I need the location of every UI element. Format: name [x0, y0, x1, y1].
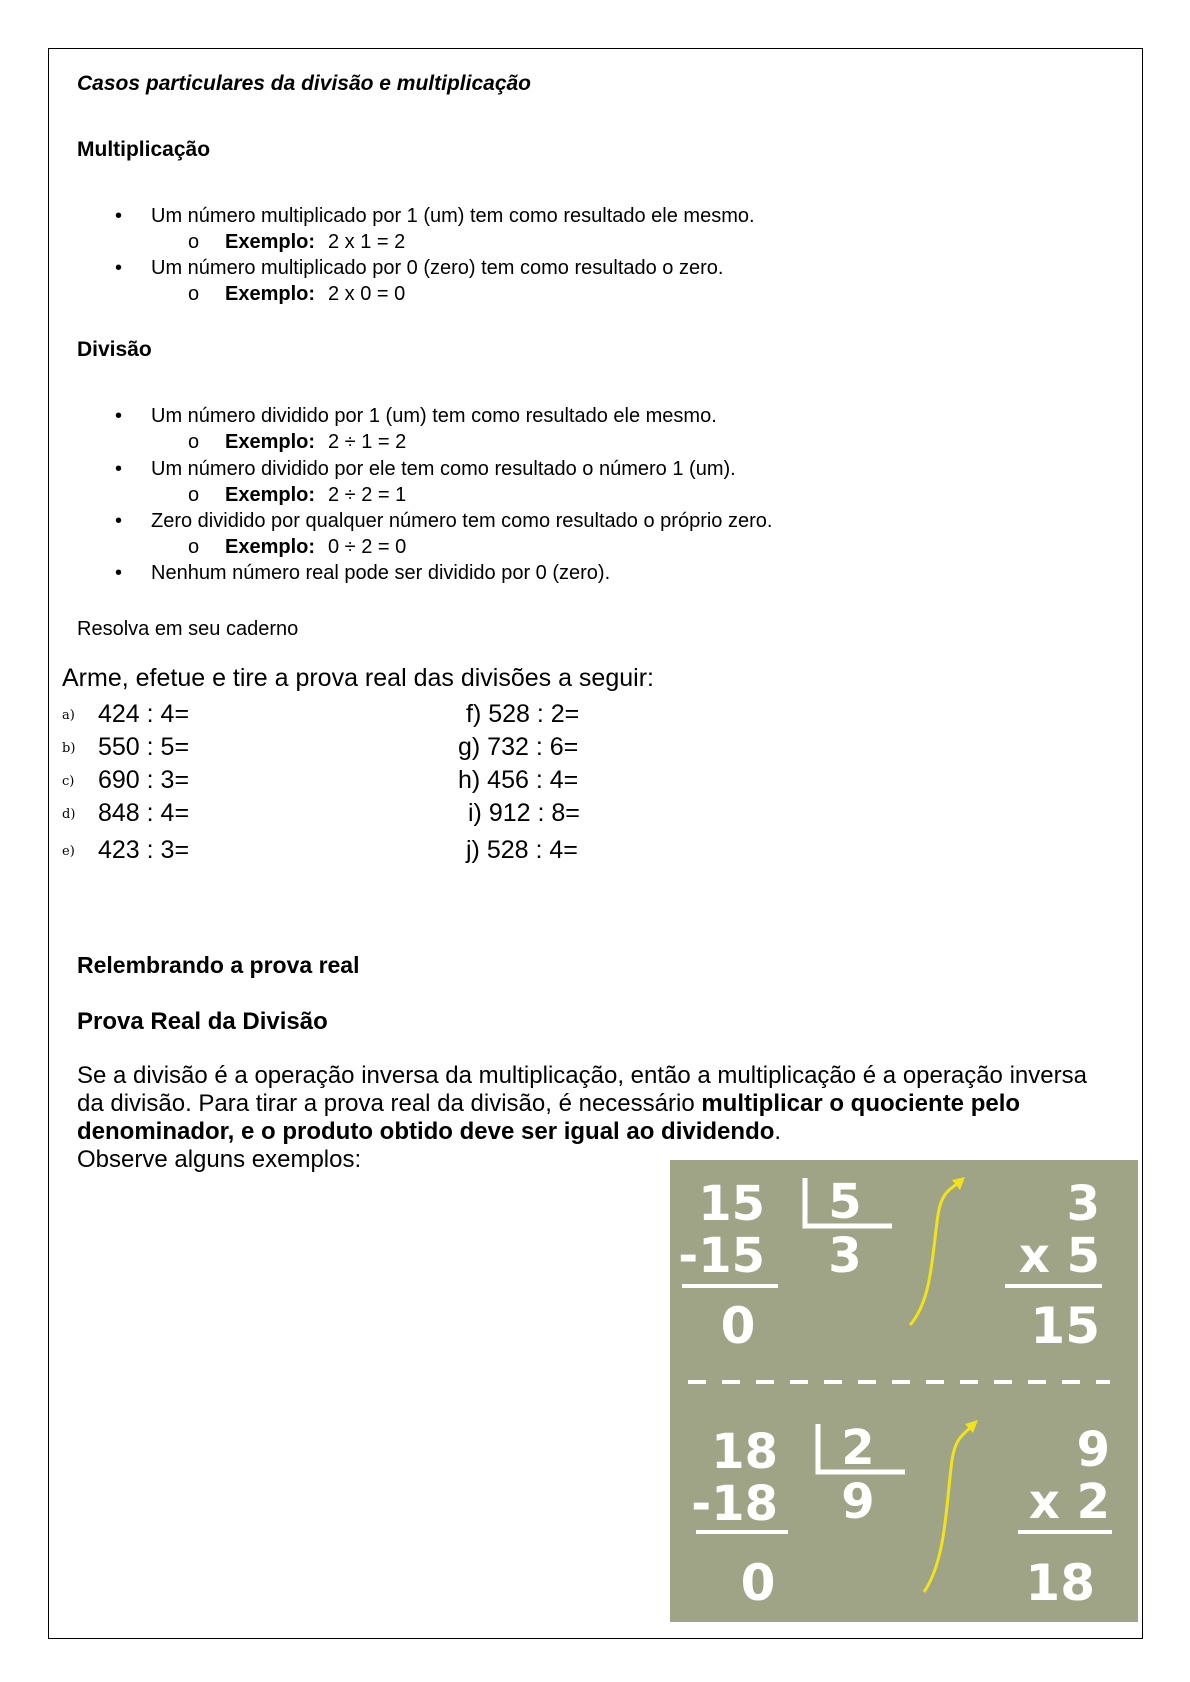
- multiplicacao-heading: Multiplicação: [77, 138, 211, 161]
- bullet-icon: •: [115, 562, 123, 584]
- circle-bullet-icon: o: [188, 283, 200, 305]
- arrowhead-icon: [952, 1177, 965, 1190]
- multiplier: x 5: [1018, 1228, 1100, 1284]
- remainder: 0: [740, 1554, 776, 1612]
- circle-bullet-icon: o: [188, 484, 200, 506]
- dividend: 15: [698, 1176, 765, 1232]
- bullet-icon: •: [115, 510, 123, 532]
- divisao-heading: Divisão: [77, 338, 152, 361]
- chalkboard-drawing: [670, 1160, 1138, 1622]
- divisor: 5: [828, 1174, 862, 1230]
- observe-text: Observe alguns exemplos:: [77, 1146, 362, 1173]
- bullet-icon: •: [115, 205, 123, 227]
- bullet-icon: •: [115, 458, 123, 480]
- bullet-icon: •: [115, 257, 123, 279]
- exercise-item: g) 732 : 6=: [458, 733, 579, 761]
- example-1: [678, 1174, 1102, 1355]
- circle-bullet-icon: o: [188, 431, 200, 453]
- multiplicand: 3: [1066, 1176, 1100, 1232]
- bullet-icon: •: [115, 405, 123, 427]
- exercise-item: f) 528 : 2=: [466, 700, 580, 728]
- remainder: 0: [720, 1297, 756, 1355]
- chalkboard-image: [670, 1160, 1138, 1622]
- page-title: Casos particulares da divisão e multiplicação: [77, 72, 532, 95]
- prova-paragraph: Se a divisão é a operação inversa da multiplicação, então a multiplicação é a operação inversa da divisão. Para tirar a prova real da divisão, é necessário multiplicar o quociente pelo denominador, e o produto obtido deve ser igual ao dividendo.: [77, 1062, 1087, 1145]
- multiplicand: 9: [1076, 1422, 1110, 1478]
- relembrando-heading: Relembrando a prova real: [77, 952, 360, 978]
- subtrahend: -15: [678, 1228, 765, 1284]
- circle-bullet-icon: o: [188, 231, 200, 253]
- quotient: 3: [828, 1228, 862, 1284]
- dividend: 18: [711, 1424, 778, 1480]
- product: 18: [1025, 1554, 1095, 1612]
- exercise-item: j) 528 : 4=: [466, 836, 578, 864]
- prova-heading: Prova Real da Divisão: [77, 1008, 328, 1035]
- resolva-text: Resolva em seu caderno: [77, 618, 299, 640]
- multiplier: x 2: [1028, 1474, 1110, 1530]
- product: 15: [1030, 1297, 1100, 1355]
- divisor: 2: [841, 1420, 875, 1476]
- subtrahend: -18: [691, 1476, 778, 1532]
- exercise-heading: Arme, efetue e tire a prova real das divisões a seguir:: [62, 664, 654, 692]
- example-2: [691, 1420, 1112, 1612]
- arrow-icon: [924, 1428, 970, 1592]
- exercise-item: h) 456 : 4=: [458, 766, 579, 794]
- quotient: 9: [841, 1474, 875, 1530]
- exercise-item: i) 912 : 8=: [468, 799, 580, 827]
- arrow-icon: [910, 1184, 957, 1325]
- circle-bullet-icon: o: [188, 536, 200, 558]
